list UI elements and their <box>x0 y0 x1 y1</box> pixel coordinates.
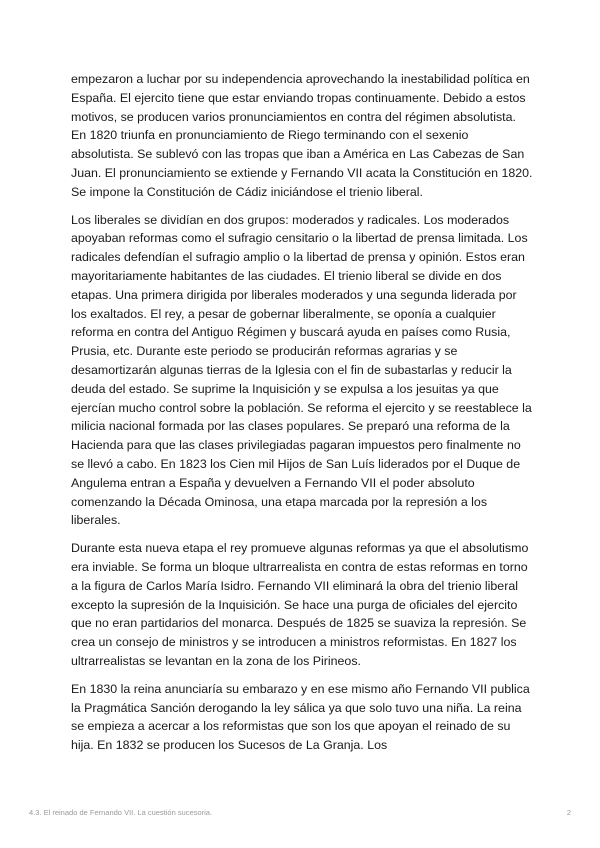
paragraph-2: Los liberales se dividían en dos grupos: moderados y radicales. Los moderados apoyaban reformas como el sufragio censitario o la libertad de prensa limitada. Los radicales defendían el sufragio amplio o la libertad de prensa y opinión. Estos eran mayoritariamente habitantes de las ciudades. El trienio liberal se divide en dos etapas. Una primera dirigida por liberales moderados y una segunda liderada por los exaltados. El rey, a pesar de gobernar liberalmente, se oponía a cualquier reforma en contra del Antiguo Régimen y buscará ayuda en países como Rusia, Prusia, etc. Durante este periodo se producirán reformas agrarias y se desamortizarán algunas tierras de la Iglesia con el fin de subastarlas y reducir la deuda del estado. Se suprime la Inquisición y se expulsa a los jesuitas ya que ejercían mucho control sobre la población. Se reforma el ejercito y se reestablece la milicia nacional formada por las clases populares. Se preparó una reforma de la Hacienda para que las clases privilegiadas pagaran impuestos pero finalmente no se llevó a cabo. En 1823 los Cien mil Hijos de San Luís liderados por el Duque de Angulema entran a España y devuelven a Fernando VII el poder absoluto comenzando la Década Ominosa, una etapa marcada por la represión a los liberales. <box>71 212 532 528</box>
paragraph-3: Durante esta nueva etapa el rey promueve algunas reformas ya que el absolutismo era inviable. Se forma un bloque ultrarrealista en contra de estas reformas en torno a la figura de Carlos María Isidro. Fernando VII eliminará la obra del trienio liberal excepto la supresión de la Inquisición. Se hace una purga de oficiales del ejercito que no eran partidarios del monarca. Después de 1825 se suaviza la represión. Se crea un consejo de ministros y se introducen a ministros reformistas. En 1827 los ultrarrealistas se levantan en la zona de los Pirineos. <box>71 541 529 668</box>
footer-section-title: 4.3. El reinado de Fernando VII. La cuestión sucesoria. <box>29 808 213 817</box>
paragraph-1: empezaron a luchar por su independencia aprovechando la inestabilidad política en España. El ejercito tiene que estar enviando tropas continuamente. Debido a estos motivos, se producen varios pronunciamientos en contra del régimen absolutista. En 1820 triunfa en pronunciamiento de Riego terminando con el sexenio absolutista. Se sublevó con las tropas que iban a América en Las Cabezas de San Juan. El pronunciamiento se extiende y Fernando VII acata la Constitución en 1820. Se impone la Constitución de Cádiz iniciándose el trienio liberal. <box>71 72 533 199</box>
paragraph-4: En 1830 la reina anunciaría su embarazo y en ese mismo año Fernando VII publica la Pragmática Sanción derogando la ley sálica ya que solo tuvo una niña. La reina se empieza a acercar a los reformistas que son los que apoyan el reinado de su hija. En 1832 se producen los Sucesos de La Granja. Los <box>71 681 530 753</box>
document-body <box>71 70 533 764</box>
footer-page-number: 2 <box>566 808 571 817</box>
